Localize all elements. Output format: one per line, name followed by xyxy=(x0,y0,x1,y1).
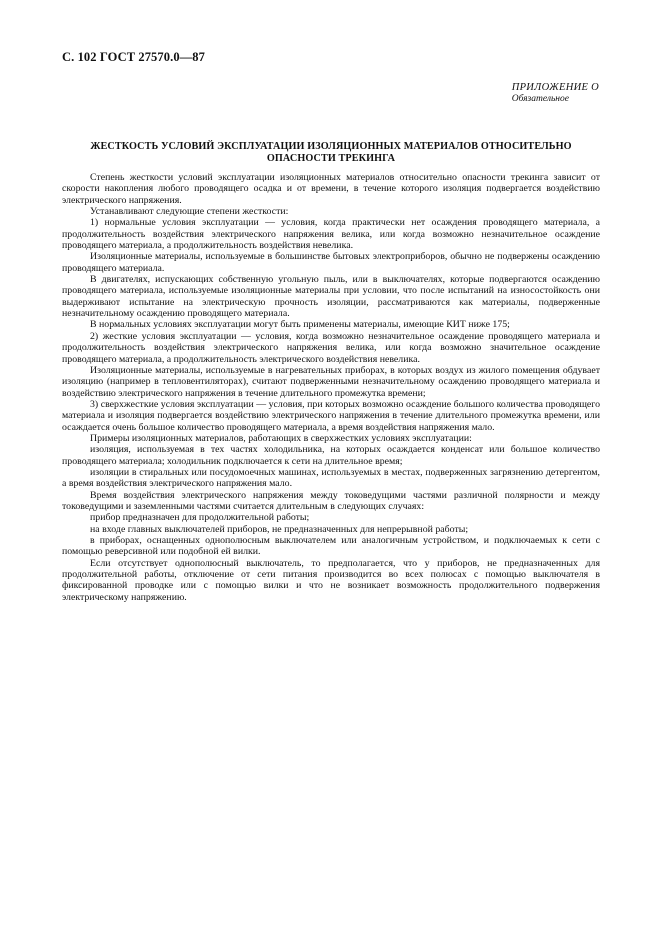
paragraph-cti-note: В нормальных условиях эксплуатации могут быть применены материалы, имеющие КИТ ниже 175; xyxy=(90,319,510,331)
paragraph-continuous-operation: прибор предназначен для продолжительной работы; xyxy=(90,512,310,524)
paragraph-intro: Степень жесткости условий эксплуатации изоляционных материалов относительно опасности трекинга зависит от скорости накопления любого проводящего осадка и от времени, в течение которого изоляция подвергается воздействию электрического напряжения. xyxy=(62,172,600,206)
page-header: С. 102 ГОСТ 27570.0—87 xyxy=(62,50,205,64)
paragraph-household-materials: Изоляционные материалы, используемые в большинстве бытовых электроприборов, обычно не подвержены осаждению проводящего материала. xyxy=(62,251,600,274)
annex-label xyxy=(512,82,599,105)
paragraph-extreme-examples: Примеры изоляционных материалов, работающих в сверхжестких условиях эксплуатации: xyxy=(90,432,472,444)
paragraph-motors-switches: В двигателях, испускающих собственную угольную пыль, или в выключателях, которые подвергаются осаждению проводящего материала, используемые изоляционные материалы при условии, что после испытаний на износостойкость они выдерживают испытание на электрическую прочность изоляции, рассматриваются как материалы, подверженные незначительному осаждению проводящего материала. xyxy=(62,274,600,320)
document-title-line-1: ЖЕСТКОСТЬ УСЛОВИЙ ЭКСПЛУАТАЦИИ ИЗОЛЯЦИОННЫХ МАТЕРИАЛОВ ОТНОСИТЕЛЬНО xyxy=(90,141,572,152)
paragraph-long-duration: Время воздействия электрического напряжения между токоведущими частями различной полярности и между токоведущими и заземленными частями считается длительным в следующих случаях: xyxy=(62,489,600,512)
paragraph-washing-machines: изоляции в стиральных или посудомоечных машинах, используемых в местах, подверженных загрязнению детергентом, а время воздействия электрического напряжения мало. xyxy=(62,466,600,490)
annex-title: ПРИЛОЖЕНИЕ О xyxy=(511,82,599,93)
document-title xyxy=(62,141,600,164)
paragraph-normal-conditions: 1) нормальные условия эксплуатации — условия, когда практически нет осаждения проводящего материала, а продолжительность воздействия электрического напряжения велика, или когда возможно незначительное осаждение проводящего материала, а продолжительность воздействия невелика. xyxy=(62,217,600,252)
document-title-line-2: ОПАСНОСТИ ТРЕКИНГА xyxy=(266,152,396,164)
document-body xyxy=(62,172,600,603)
paragraph-heating-appliances: Изоляционные материалы, используемые в нагревательных приборах, в которых воздух из жилого помещения обдувает изоляцию (например в тепловентиляторах), считают подверженными незначительному осаждению проводящего материала и воздействию электрического напряжения в течение длительного промежутка времени; xyxy=(62,364,600,399)
paragraph-refrigerator: изоляция, используемая в тех частях холодильника, на которых осаждается конденсат или большое количество проводящего материала; холодильник подключается к сети на длительное время; xyxy=(62,444,600,467)
paragraph-main-switches: на входе главных выключателей приборов, не предназначенных для непрерывной работы; xyxy=(90,523,469,535)
annex-status: Обязательное xyxy=(511,94,569,104)
paragraph-no-single-pole: Если отсутствует однополюсный выключатель, то предполагается, что у приборов, не предназначенных для продолжительной работы, отключение от сети питания производится во всех полюсах с помощью выключателя в фиксированной проводке или с помощью вилки и что не возникает возможность продолжительного подвержения электрическому напряжению. xyxy=(62,557,600,603)
paragraph-single-pole: в приборах, оснащенных однополюсным выключателем или аналогичным устройством, и подключаемых к сети с помощью реверсивной или подобной ей вилки. xyxy=(62,535,600,558)
paragraph-severe-conditions: 2) жесткие условия эксплуатации — условия, когда возможно незначительное осаждение проводящего материала и продолжительность воздействия электрического напряжения велика, или когда возможно значительное осаждение проводящего материала, а продолжительность электрического воздействия невелика. xyxy=(62,330,600,365)
paragraph-extreme-conditions: 3) сверхжесткие условия эксплуатации — условия, при которых возможно осаждение большого количества проводящего материала и изоляция подвергается воздействию электрического напряжения в течение длительного промежутка времени, или осаждается очень большое количество проводящего материала, а время воздействия напряжения мало. xyxy=(62,398,600,433)
paragraph-levels-heading: Устанавливают следующие степени жесткости: xyxy=(90,206,289,218)
